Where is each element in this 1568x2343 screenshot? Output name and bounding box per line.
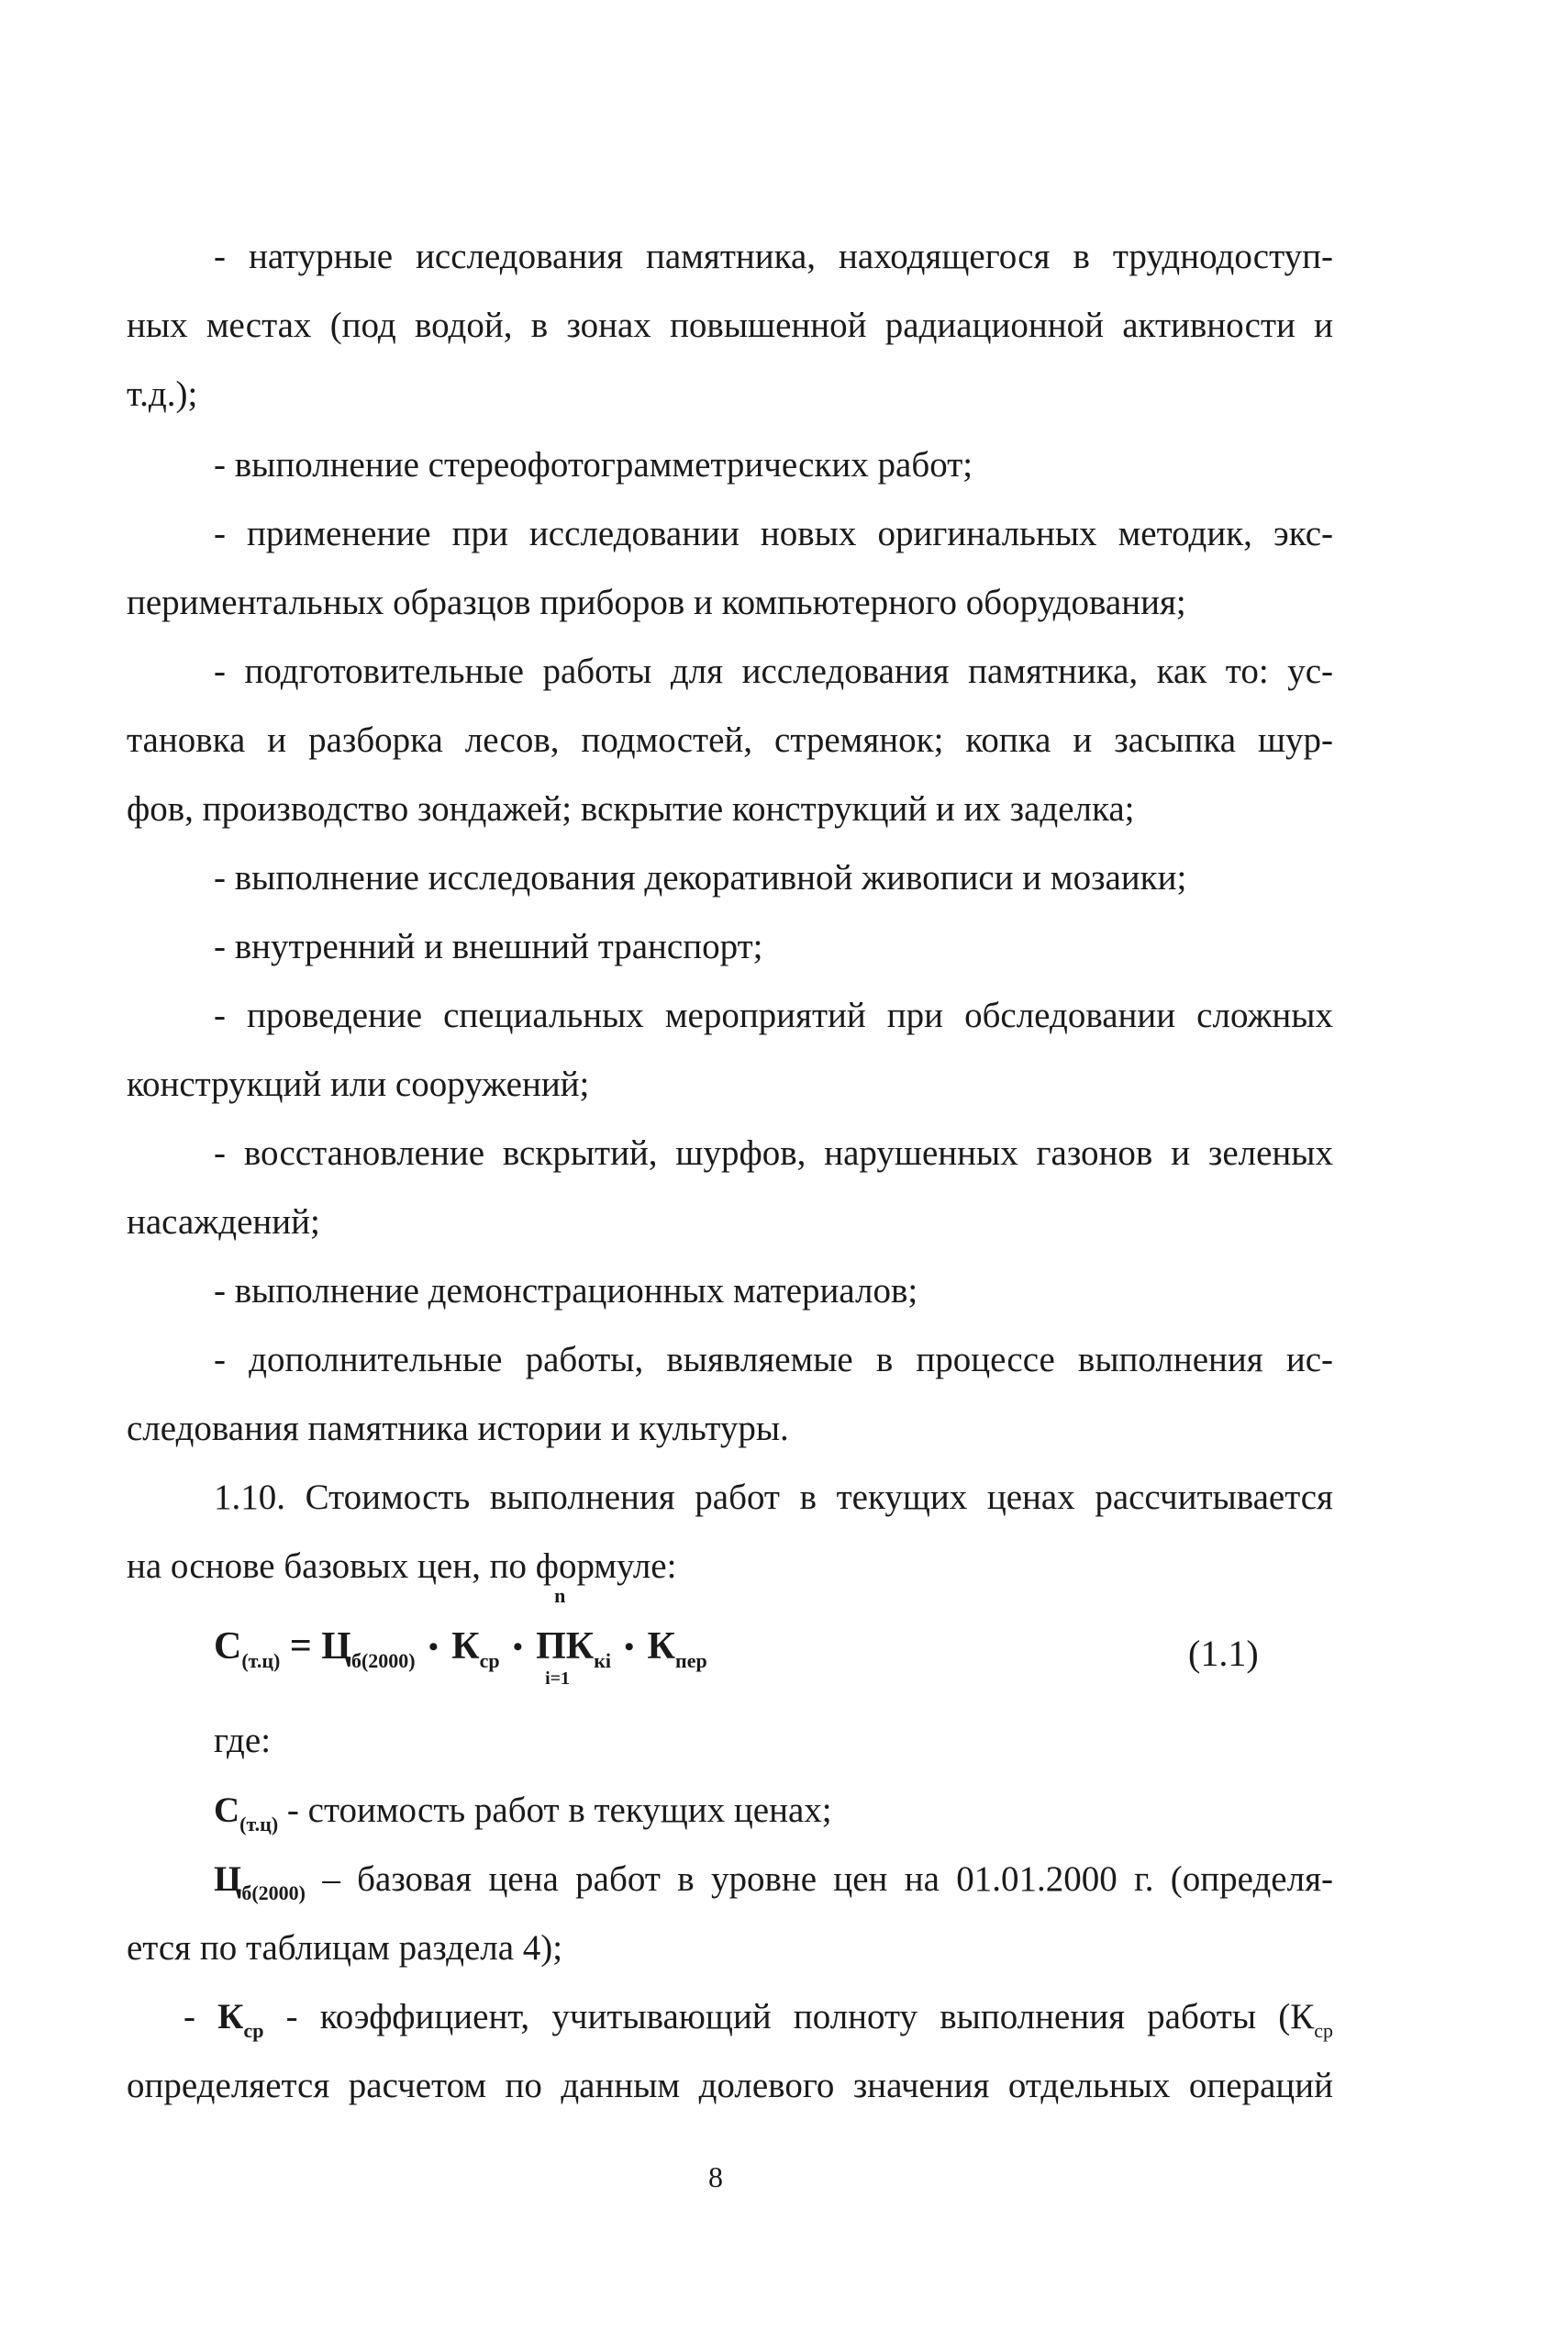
definition-symbol: К xyxy=(217,1997,244,2036)
text-line: - подготовительные работы для исследования памятника, как то: ус- xyxy=(214,652,1333,691)
formula-symbol: Ц xyxy=(321,1625,351,1668)
definition-symbol: Ц xyxy=(214,1859,242,1899)
text-line: определяется расчетом по данным долевого значения отдельных операций xyxy=(127,2066,1333,2105)
formula-symbol: К xyxy=(565,1625,595,1668)
definition-subscript: ср xyxy=(243,2019,264,2042)
definition-text: – базовая цена работ в уровне цен на 01.01.2000 г. (определя- xyxy=(306,1859,1333,1899)
definition-subscript: ср xyxy=(1314,2019,1333,2042)
definition-subscript: б(2000) xyxy=(241,1881,306,1904)
definition-text: - стоимость работ в текущих ценах; xyxy=(278,1791,832,1830)
product-symbol: П xyxy=(536,1625,566,1668)
definition-line xyxy=(214,1857,1333,1916)
text-line: фов, производство зондажей; вскрытие конструкций и их заделка; xyxy=(127,789,1135,829)
definition-line xyxy=(214,1788,832,1847)
text-line: - выполнение демонстрационных материалов; xyxy=(214,1271,918,1311)
text-line: тановка и разборка лесов, подмостей, стремянок; копка и засыпка шур- xyxy=(127,720,1333,760)
text-line: - восстановление вскрытий, шурфов, нарушенных газонов и зеленых xyxy=(214,1133,1333,1173)
formula-subscript: б(2000) xyxy=(350,1649,416,1672)
page-number: 8 xyxy=(708,2160,723,2193)
text-line: - дополнительные работы, выявляемые в процессе выполнения ис- xyxy=(214,1340,1333,1379)
formula-equals: = xyxy=(289,1625,312,1668)
text-line: - внутренний и внешний транспорт; xyxy=(214,927,763,966)
text-line: - выполнение исследования декоративной живописи и мозаики; xyxy=(214,858,1187,898)
formula-subscript: (т.ц) xyxy=(241,1649,281,1672)
product-lower-limit: i=1 xyxy=(545,1668,571,1689)
formula-symbol: С xyxy=(214,1625,242,1668)
text-line: - применение при исследовании новых оригинальных методик, экс- xyxy=(214,514,1333,553)
definition-text: - коэффициент, учитывающий полноту выполнения работы (К xyxy=(263,1997,1315,2036)
formula-operator: • xyxy=(624,1632,635,1662)
text-line: периментальных образцов приборов и компьютерного оборудования; xyxy=(127,583,1186,622)
formula-operator: • xyxy=(428,1632,439,1662)
formula-subscript: пер xyxy=(675,1649,707,1672)
equation-number: (1.1) xyxy=(1188,1633,1259,1674)
product-operator xyxy=(536,1584,571,1689)
formula-subscript: ср xyxy=(479,1649,500,1672)
definition-line xyxy=(183,1994,1333,2054)
text-line: насаждений; xyxy=(127,1202,320,1242)
text-line: конструкций или сооружений; xyxy=(127,1065,590,1104)
text-line: - натурные исследования памятника, находящегося в труднодоступ- xyxy=(214,237,1333,276)
text-line: - выполнение стереофотограмметрических работ; xyxy=(214,445,973,485)
product-upper-limit: n xyxy=(554,1584,566,1607)
text-line: ется по таблицам раздела 4); xyxy=(127,1928,563,1968)
definition-dash: - xyxy=(183,1997,218,2036)
text-line: 1.10. Стоимость выполнения работ в текущих ценах рассчитывается xyxy=(214,1478,1333,1517)
text-line: на основе базовых цен, по формуле: xyxy=(127,1546,677,1586)
formula-symbol: К xyxy=(647,1625,676,1668)
cost-formula xyxy=(214,1584,707,1689)
formula-symbol: К xyxy=(451,1625,480,1668)
text-line: ных местах (под водой, в зонах повышенной радиационной активности и xyxy=(127,306,1333,345)
formula-operator: • xyxy=(513,1632,523,1662)
where-label: где: xyxy=(214,1721,272,1760)
definition-subscript: (т.ц) xyxy=(239,1813,279,1835)
definition-symbol: С xyxy=(214,1791,240,1830)
text-line: следования памятника истории и культуры. xyxy=(127,1409,789,1448)
formula-subscript: кi xyxy=(594,1649,612,1672)
text-line: - проведение специальных мероприятий при обследовании сложных xyxy=(214,996,1333,1035)
text-line: т.д.); xyxy=(127,374,198,414)
